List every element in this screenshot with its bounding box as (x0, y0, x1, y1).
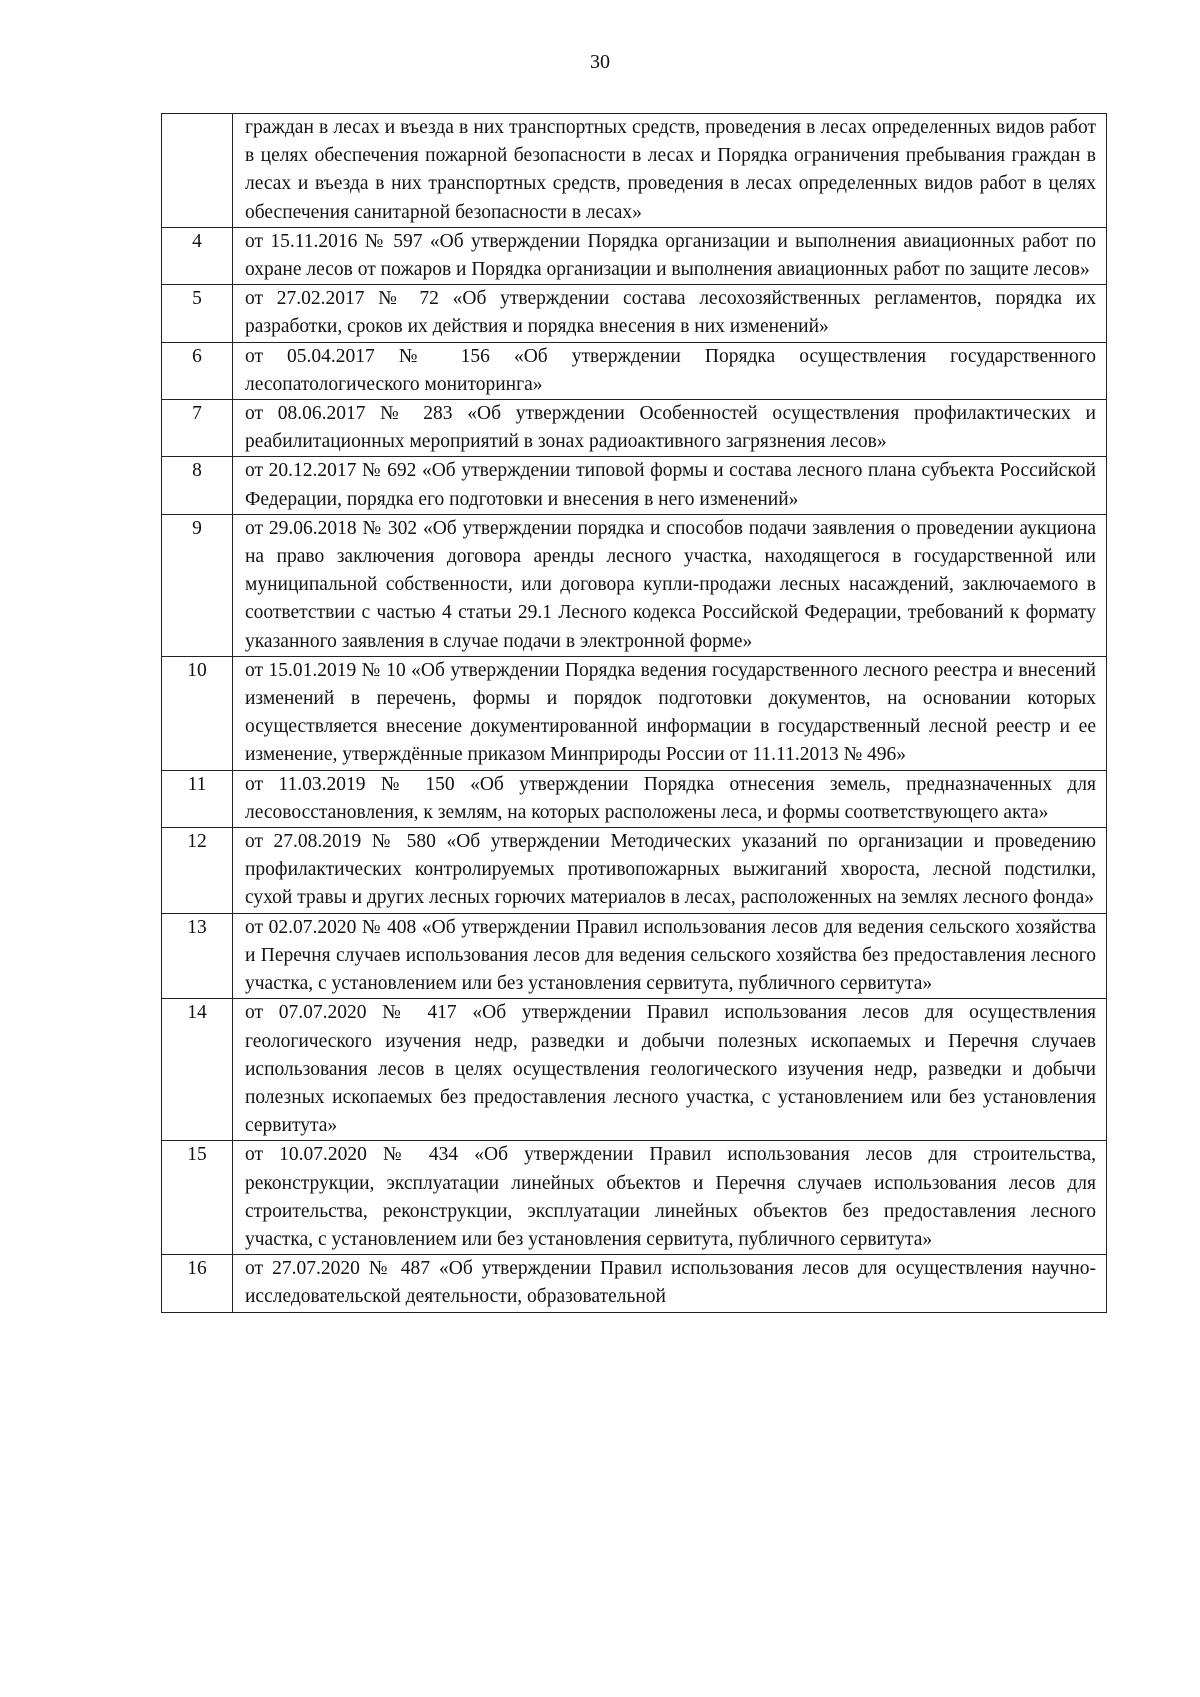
row-number: 7 (162, 400, 233, 457)
table-row (162, 1141, 1107, 1255)
table-row (162, 114, 1107, 228)
table-row (162, 227, 1107, 284)
row-text: от 27.02.2017 № 72 «Об утверждении состава лесохозяйственных регламентов, порядка их разработки, сроков их действия и порядка внесения в них изменений» (233, 285, 1107, 342)
table-row (162, 770, 1107, 827)
row-text: от 15.11.2016 № 597 «Об утверждении Порядка организации и выполнения авиационных работ по охране лесов от пожаров и Порядка организации и выполнения авиационных работ по защите лесов» (233, 227, 1107, 284)
row-text: от 05.04.2017 № 156 «Об утверждении Порядка осуществления государственного лесопатологического мониторинга» (233, 342, 1107, 399)
row-number: 15 (162, 1141, 233, 1255)
table-row (162, 999, 1107, 1141)
table-row (162, 400, 1107, 457)
table-row (162, 514, 1107, 656)
row-text: от 27.08.2019 № 580 «Об утверждении Методических указаний по организации и проведению профилактических контролируемых противопожарных выжиганий хвороста, лесной подстилки, сухой травы и других лесных горючих материалов в лесах, расположенных на землях лесного фонда» (233, 828, 1107, 914)
row-text: от 27.07.2020 № 487 «Об утверждении Правил использования лесов для осуществления научно-исследовательской деятельности, образовательной (233, 1255, 1107, 1312)
regulations-table (161, 113, 1107, 1313)
row-number (162, 114, 233, 228)
row-text: от 08.06.2017 № 283 «Об утверждении Особенностей осуществления профилактических и реабилитационных мероприятий в зонах радиоактивного загрязнения лесов» (233, 400, 1107, 457)
row-text: от 10.07.2020 № 434 «Об утверждении Правил использования лесов для строительства, реконструкции, эксплуатации линейных объектов и Перечня случаев использования лесов для строительства, реконструкции, эксплуатации линейных объектов без предоставления лесного участка, с установлением или без установления сервитута, публичного сервитута» (233, 1141, 1107, 1255)
table-row (162, 1255, 1107, 1312)
row-number: 11 (162, 770, 233, 827)
row-number: 12 (162, 828, 233, 914)
row-text: от 02.07.2020 № 408 «Об утверждении Правил использования лесов для ведения сельского хозяйства и Перечня случаев использования лесов для ведения сельского хозяйства без предоставления лесного участка, с установлением или без установления сервитута, публичного сервитута» (233, 913, 1107, 999)
row-text: от 29.06.2018 № 302 «Об утверждении порядка и способов подачи заявления о проведении аукциона на право заключения договора аренды лесного участка, находящегося в государственной или муниципальной собственности, или договора купли-продажи лесных насаждений, заключаемого в соответствии с частью 4 статьи 29.1 Лесного кодекса Российской Федерации, требований к формату указанного заявления в случае подачи в электронной форме» (233, 514, 1107, 656)
row-text: граждан в лесах и въезда в них транспортных средств, проведения в лесах определенных видов работ в целях обеспечения пожарной безопасности в лесах и Порядка ограничения пребывания граждан в лесах и въезда в них транспортных средств, проведения в лесах определенных видов работ в целях обеспечения санитарной безопасности в лесах» (233, 114, 1107, 228)
row-number: 6 (162, 342, 233, 399)
row-number: 5 (162, 285, 233, 342)
row-number: 9 (162, 514, 233, 656)
table-row (162, 828, 1107, 914)
row-text: от 11.03.2019 № 150 «Об утверждении Порядка отнесения земель, предназначенных для лесовосстановления, к землям, на которых расположены леса, и формы соответствующего акта» (233, 770, 1107, 827)
table-row (162, 913, 1107, 999)
page-number: 30 (590, 51, 610, 73)
row-text: от 07.07.2020 № 417 «Об утверждении Правил использования лесов для осуществления геологического изучения недр, разведки и добычи полезных ископаемых и Перечня случаев использования лесов в целях осуществления геологического изучения недр, разведки и добычи полезных ископаемых без предоставления лесного участка, с установлением или без установления сервитута» (233, 999, 1107, 1141)
row-text: от 15.01.2019 № 10 «Об утверждении Порядка ведения государственного лесного реестра и внесений изменений в перечень, формы и порядок подготовки документов, на основании которых осуществляется внесение документированной информации в государственный лесной реестр и ее изменение, утверждённые приказом Минприроды России от 11.11.2013 № 496» (233, 656, 1107, 770)
row-text: от 20.12.2017 № 692 «Об утверждении типовой формы и состава лесного плана субъекта Российской Федерации, порядка его подготовки и внесения в него изменений» (233, 457, 1107, 514)
row-number: 13 (162, 913, 233, 999)
row-number: 10 (162, 656, 233, 770)
row-number: 8 (162, 457, 233, 514)
table-row (162, 342, 1107, 399)
row-number: 14 (162, 999, 233, 1141)
table-row (162, 285, 1107, 342)
table-row (162, 457, 1107, 514)
row-number: 16 (162, 1255, 233, 1312)
row-number: 4 (162, 227, 233, 284)
table-row (162, 656, 1107, 770)
